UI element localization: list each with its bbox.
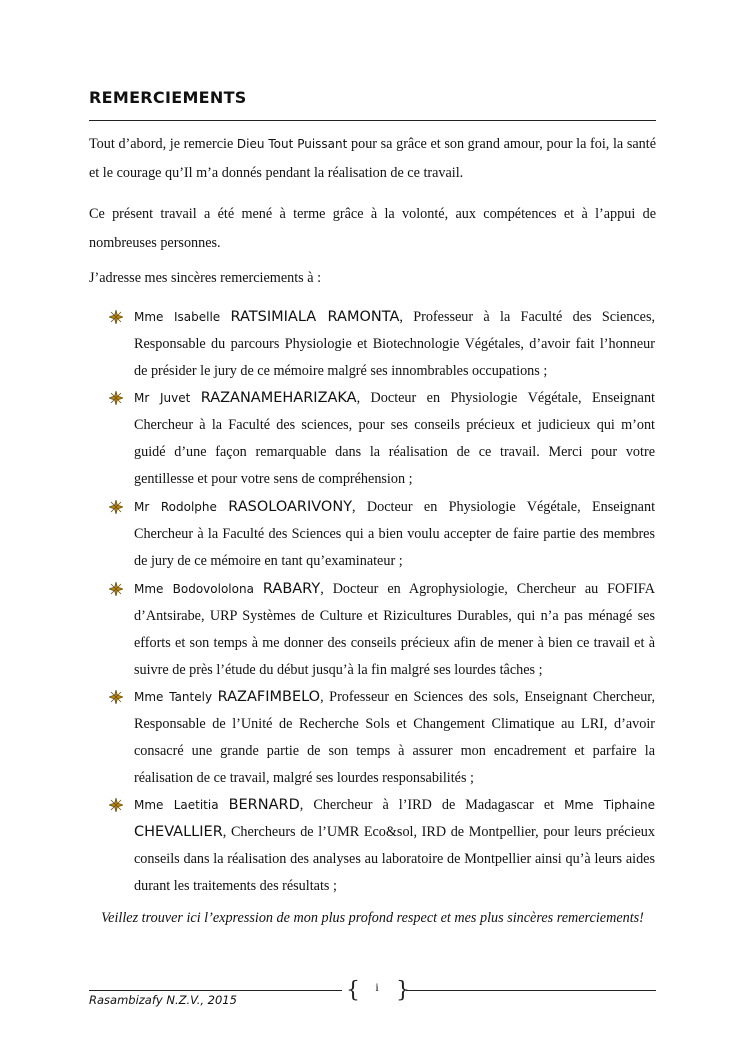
footer-rule-left — [89, 990, 342, 991]
intro-paragraph-3: J’adresse mes sincères remerciements à : — [89, 270, 322, 286]
acknowledgement-text: Mme Tantely RAZAFIMBELO, Professeur en Sciences des sols, Enseignant Chercheur, Responsable de l’Unité de Recherche Sols et Changement Climatique au LRI, d’avoir consacré une grande partie de son temps à assurer mon encadrement et parfaire la réalisation de ce travail, malgré ses lourdes responsabilités ; — [134, 689, 655, 786]
intro-paragraph-1 — [89, 130, 656, 188]
acknowledgement-text: Mme Bodovololona RABARY, Docteur en Agrophysiologie, Chercheur au FOFIFA d’Antsirabe, URP Systèmes de Culture et Rizicultures Durables, qui n’a pas ménagé ses efforts et son temps à me donner des conseils précieux afin de mener à bien ce travail et à suivre de près l’étude du début jusqu’à la fin malgré ses lourdes tâches ; — [134, 581, 655, 678]
star-bullet-icon — [109, 391, 123, 405]
intro-paragraph-2: Ce présent travail a été mené à terme grâce à la volonté, aux compétences et à l’appui de nombreuses personnes. — [89, 206, 656, 251]
acknowledgement-text: Mr Rodolphe RASOLOARIVONY, Docteur en Physiologie Végétale, Enseignant Chercheur à la Faculté des Sciences qui a bien voulu accepter de faire partie des membres de jury de ce mémoire en tant qu’examinateur ; — [134, 499, 656, 569]
star-bullet-icon — [109, 500, 123, 514]
acknowledgement-text: Mr Juvet RAZANAMEHARIZAKA, Docteur en Physiologie Végétale, Enseignant Chercheur à la Faculté des sciences, pour ses conseils précieux et judicieux qui m’ont guidé d’une façon remarquable dans la réalisation de ce travail. Merci pour votre gentillesse et pour votre sens de compréhension ; — [134, 390, 655, 487]
footer-brace-right: } — [396, 978, 410, 1003]
page-number: i — [375, 980, 379, 994]
intro-name: Dieu Tout Puissant — [236, 137, 348, 151]
footer-author: Rasambizafy N.Z.V., 2015 — [89, 993, 237, 1007]
footer-brace-left: { — [346, 978, 360, 1003]
page-title: REMERCIEMENTS — [89, 88, 247, 107]
intro-text-before: Tout d’abord, je remercie — [89, 136, 237, 152]
star-bullet-icon — [109, 310, 123, 324]
title-divider — [89, 120, 656, 121]
star-bullet-icon — [109, 582, 123, 596]
star-bullet-icon — [109, 690, 123, 704]
star-bullet-icon — [109, 798, 123, 812]
acknowledgement-text: Mme Isabelle RATSIMIALA RAMONTA, Professeur à la Faculté des Sciences, Responsable du parcours Physiologie et Biotechnologie Végétales, d’avoir fait l’honneur de présider le jury de ce mémoire malgré ses innombrables occupations ; — [134, 309, 656, 379]
intro-text-after: pour sa grâce et son grand amour, pour la foi, la santé et le courage qu’Il m’a donnés pendant la réalisation de ce travail. — [89, 136, 656, 181]
footer-rule-right — [406, 990, 656, 991]
closing-sentence: Veillez trouver ici l’expression de mon plus profond respect et mes plus sincères remerciements! — [101, 910, 644, 926]
acknowledgement-text: Mme Laetitia BERNARD, Chercheur à l’IRD de Madagascar et Mme Tiphaine CHEVALLIER, Chercheurs de l’UMR Eco&sol, IRD de Montpellier, pour leurs précieux conseils dans la réalisation des analyses au laboratoire de Montpellier ainsi qu’à leurs aides durant les traitements des résultats ; — [134, 797, 655, 894]
